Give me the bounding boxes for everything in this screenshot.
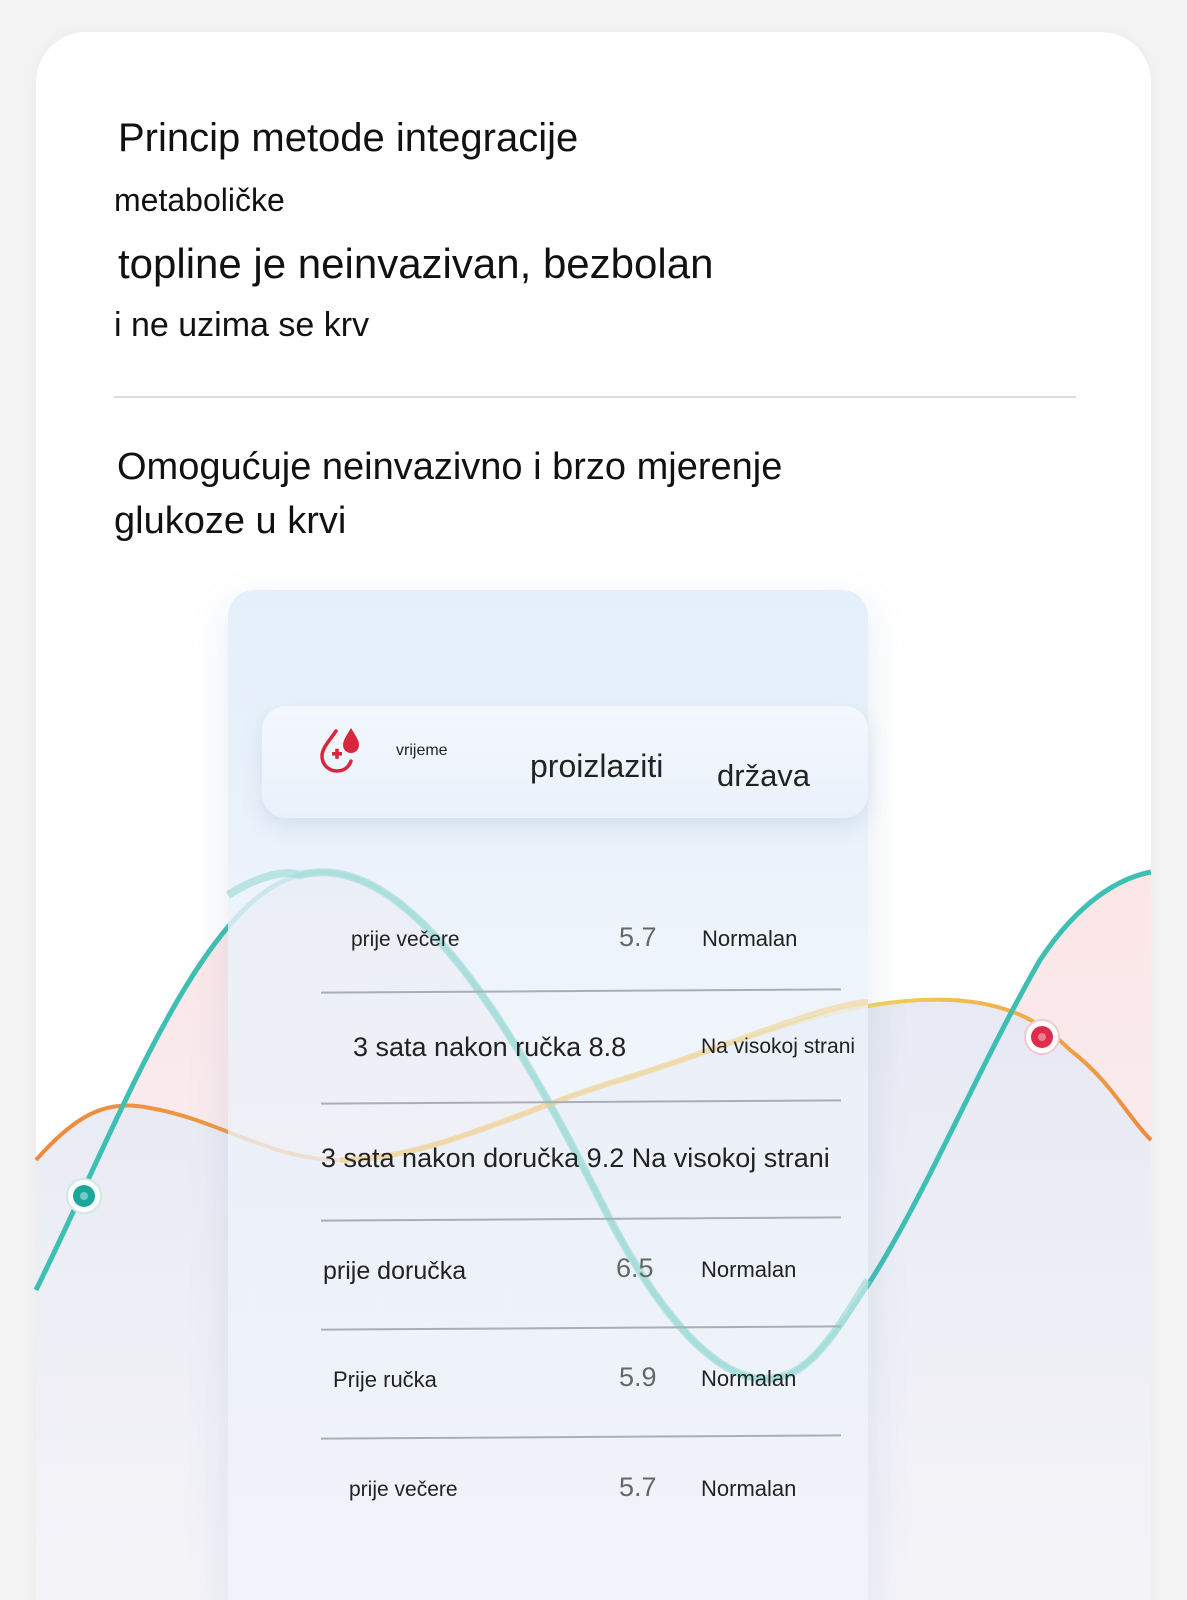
row-status: Normalan	[701, 1366, 797, 1391]
intro-line-1: Princip metode integracije	[118, 116, 579, 160]
row-value: 5.7	[619, 922, 657, 952]
row-value: 5.9	[619, 1362, 657, 1392]
column-header-time: vrijeme	[396, 742, 448, 759]
feature-line-2: glukoze u krvi	[114, 500, 347, 542]
row-status: Na visokoj strani	[701, 1035, 856, 1058]
row-status: Normalan	[701, 1476, 797, 1501]
red-marker	[1025, 1020, 1059, 1054]
row-time: 3 sata nakon ručka 8.8	[353, 1032, 627, 1062]
teal-marker	[67, 1179, 101, 1213]
row-time: prije doručka	[323, 1257, 467, 1285]
row-status: Normalan	[701, 1257, 797, 1282]
intro-line-2: metaboličke	[114, 182, 285, 218]
row-value: 5.7	[619, 1472, 657, 1502]
row-time: 3 sata nakon doručka 9.2 Na visokoj strani	[321, 1143, 830, 1173]
intro-line-3: topline je neinvazivan, bezbolan	[118, 240, 714, 287]
blood-drop-plus-icon	[318, 726, 364, 774]
column-header-result: proizlaziti	[530, 748, 664, 784]
intro-line-4: i ne uzima se krv	[114, 306, 370, 344]
column-header-state: država	[717, 758, 811, 793]
feature-line-1: Omogućuje neinvazivno i brzo mjerenje	[117, 446, 783, 488]
orange-curve-faded	[340, 1002, 868, 1160]
row-value: 6.5	[616, 1253, 654, 1283]
row-status: Normalan	[702, 926, 798, 951]
row-time: prije večere	[349, 1478, 458, 1501]
row-time: prije večere	[351, 928, 460, 951]
row-time: Prije ručka	[333, 1367, 437, 1392]
